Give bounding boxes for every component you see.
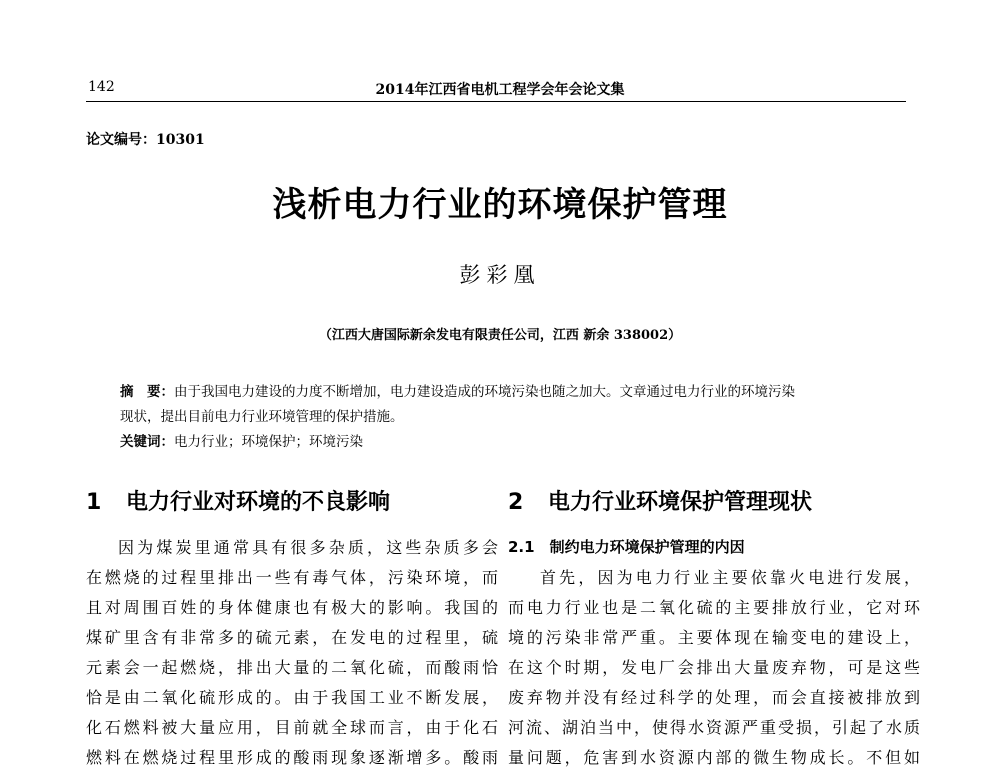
abstract-text-1: 由于我国电力建设的力度不断增加，电力建设造成的环境污染也随之加大。文章通过电力行业的环境污染 — [174, 384, 795, 400]
section-2-heading — [508, 485, 812, 516]
body-line: 元素会一起燃烧，排出大量的二氧化硫，而酸雨恰 — [86, 658, 498, 677]
body-line: 河流、湖泊当中，使得水资源严重受损，引起了水质 — [508, 718, 920, 737]
body-line: 煤矿里含有非常多的硫元素，在发电的过程里，硫 — [86, 628, 498, 647]
section-2-number: 2 — [508, 490, 524, 515]
body-line: 废弃物并没有经过科学的处理，而会直接被排放到 — [508, 688, 920, 707]
keywords-text: 电力行业；环境保护；环境污染 — [174, 434, 363, 450]
abstract-label: 摘 要： — [120, 384, 174, 400]
paper-id: 论文编号：10301 — [86, 132, 205, 148]
body-line: 燃料在燃烧过程里形成的酸雨现象逐渐增多。酸雨 — [86, 748, 498, 767]
body-line: 且对周围百姓的身体健康也有极大的影响。我国的 — [86, 598, 498, 617]
subsection-2-1-heading: 2.1 制约电力环境保护管理的内因 — [508, 538, 745, 556]
body-line: 境的污染非常严重。主要体现在输变电的建设上， — [508, 628, 920, 647]
abstract-block — [120, 380, 880, 455]
body-line: 因为煤炭里通常具有很多杂质，这些杂质多会 — [118, 538, 498, 557]
abstract-line-2: 现状，提出目前电力行业环境管理的保护措施。 — [120, 409, 404, 425]
header-divider — [86, 101, 906, 102]
body-line: 在燃烧的过程里排出一些有毒气体，污染环境，而 — [86, 568, 498, 587]
body-line: 而电力行业也是二氧化硫的主要排放行业，它对环 — [508, 598, 920, 617]
keywords-line — [120, 430, 880, 455]
abstract-line-1 — [120, 380, 880, 405]
section-1-heading — [86, 485, 390, 516]
author-affiliation: （江西大唐国际新余发电有限责任公司，江西 新余 338002） — [318, 328, 682, 343]
section-2-body — [508, 563, 920, 773]
running-header: 2014年江西省电机工程学会年会论文集 — [375, 82, 625, 98]
body-line: 首先，因为电力行业主要依靠火电进行发展， — [540, 568, 920, 587]
keywords-label: 关键词： — [120, 434, 174, 450]
page-number: 142 — [88, 79, 115, 95]
body-line: 量问题，危害到水资源内部的微生物成长。不但如 — [508, 748, 920, 767]
body-line: 化石燃料被大量应用，目前就全球而言，由于化石 — [86, 718, 498, 737]
section-1-title: 电力行业对环境的不良影响 — [126, 490, 391, 515]
paper-title: 浅析电力行业的环境保护管理 — [272, 185, 728, 225]
body-line: 在这个时期，发电厂会排出大量废弃物，可是这些 — [508, 658, 920, 677]
section-1-number: 1 — [86, 490, 102, 515]
body-line: 恰是由二氧化硫形成的。由于我国工业不断发展， — [86, 688, 498, 707]
section-2-title: 电力行业环境保护管理现状 — [548, 490, 813, 515]
author-name: 彭彩凰 — [459, 263, 541, 287]
section-1-body — [86, 533, 498, 773]
